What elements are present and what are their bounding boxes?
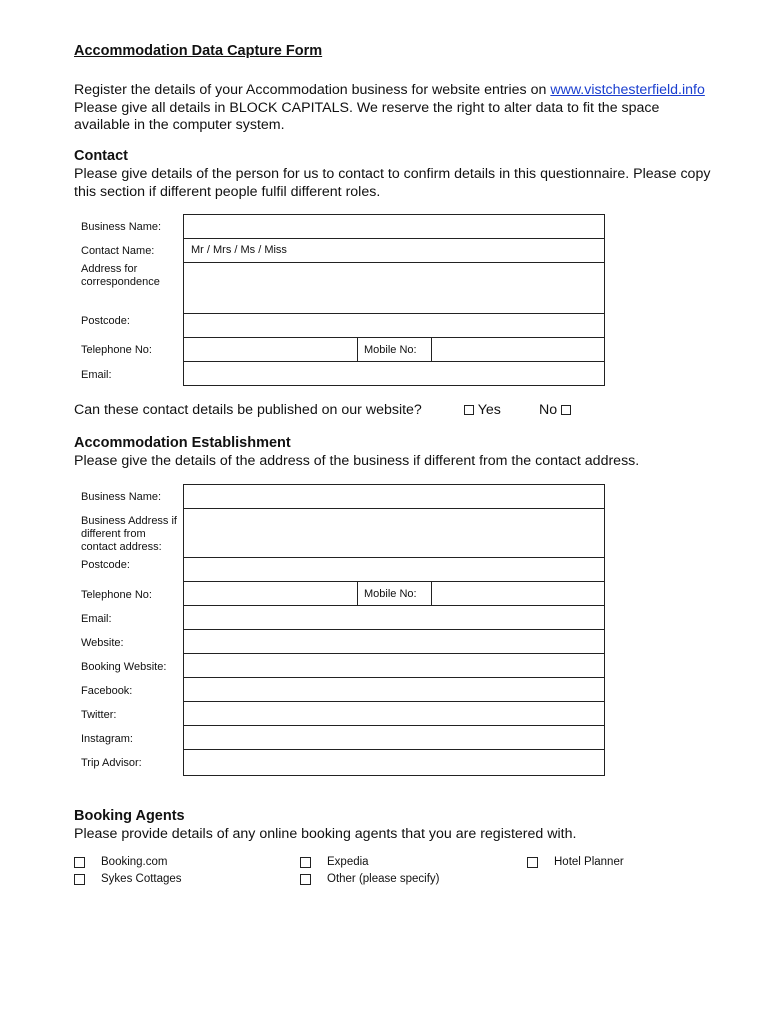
agent-checkbox-hotel-planner[interactable] — [527, 857, 538, 868]
agent-label-expedia: Expedia — [327, 856, 369, 868]
est-trip-advisor-field[interactable] — [183, 749, 605, 776]
postcode-field[interactable] — [183, 313, 605, 338]
contact-name-field[interactable] — [183, 238, 605, 263]
publish-no-checkbox[interactable] — [561, 405, 571, 415]
contact-name-label: Contact Name: — [81, 245, 155, 257]
est-twitter-label: Twitter: — [81, 709, 117, 721]
agent-option-sykes-cottages[interactable] — [74, 873, 234, 888]
contact-instructions: Please give details of the person for us to contact to confirm details in this questionnaire. Please copy this section if different people fulfil different roles. — [74, 166, 711, 200]
contact-form — [74, 214, 606, 386]
est-facebook-field[interactable] — [183, 677, 605, 702]
agent-label-booking-com: Booking.com — [101, 856, 168, 868]
publish-question: Can these contact details be published on our website? — [74, 402, 422, 418]
publish-yes-checkbox[interactable] — [464, 405, 474, 415]
est-business-address-field[interactable] — [183, 508, 605, 558]
business-name-field[interactable] — [183, 214, 605, 239]
est-mobile-label: Mobile No: — [364, 588, 417, 600]
agent-label-sykes-cottages: Sykes Cottages — [101, 873, 182, 885]
est-website-label: Website: — [81, 637, 124, 649]
publish-question-row — [74, 402, 634, 420]
est-mobile-field[interactable] — [431, 581, 605, 606]
publish-yes-label: Yes — [477, 402, 501, 418]
est-mobile-label-cell — [357, 581, 432, 606]
intro-paragraph — [74, 82, 714, 135]
est-trip-advisor-label: Trip Advisor: — [81, 757, 142, 769]
est-postcode-label: Postcode: — [81, 559, 130, 571]
agent-option-booking-com[interactable] — [74, 856, 234, 871]
booking-agents-instructions: Please provide details of any online booking agents that you are registered with. — [74, 826, 577, 842]
est-business-address-label: Business Address if different from contact address: — [81, 515, 177, 553]
agent-label-hotel-planner: Hotel Planner — [554, 856, 624, 868]
est-instagram-label: Instagram: — [81, 733, 133, 745]
est-email-field[interactable] — [183, 605, 605, 630]
address-label: Address for correspondence — [81, 263, 160, 288]
intro-text-start: Register the details of your Accommodation business for website entries on — [74, 82, 551, 98]
contact-name-title-options: Mr / Mrs / Ms / Miss — [191, 244, 287, 256]
publish-yes-option[interactable] — [464, 402, 501, 418]
website-link[interactable]: www.vistchesterfield.info — [550, 82, 705, 98]
est-telephone-label: Telephone No: — [81, 589, 152, 601]
telephone-field[interactable] — [183, 337, 358, 362]
agent-label-other: Other (please specify) — [327, 873, 440, 885]
est-business-name-label: Business Name: — [81, 491, 162, 503]
est-facebook-label: Facebook: — [81, 685, 133, 697]
est-booking-website-label: Booking Website: — [81, 661, 167, 673]
publish-no-option[interactable] — [539, 402, 571, 418]
intro-text-end: Please give all details in BLOCK CAPITALS. We reserve the right to alter data to fit the space available in the computer system. — [74, 99, 660, 133]
publish-no-label: No — [539, 402, 558, 418]
agent-option-expedia[interactable] — [300, 856, 460, 871]
establishment-heading: Accommodation Establishment — [74, 435, 291, 451]
agent-option-hotel-planner[interactable] — [527, 856, 687, 871]
booking-agents-heading: Booking Agents — [74, 808, 185, 824]
postcode-label: Postcode: — [81, 315, 130, 327]
address-field[interactable] — [183, 262, 605, 314]
est-email-label: Email: — [81, 613, 112, 625]
email-label: Email: — [81, 369, 112, 381]
est-instagram-field[interactable] — [183, 725, 605, 750]
page-title: Accommodation Data Capture Form — [74, 43, 323, 59]
telephone-label: Telephone No: — [81, 344, 152, 356]
est-website-field[interactable] — [183, 629, 605, 654]
email-field[interactable] — [183, 361, 605, 386]
mobile-label-cell — [357, 337, 432, 362]
agent-checkbox-booking-com[interactable] — [74, 857, 85, 868]
est-booking-website-field[interactable] — [183, 653, 605, 678]
mobile-label: Mobile No: — [364, 344, 417, 356]
contact-heading: Contact — [74, 148, 128, 164]
est-twitter-field[interactable] — [183, 701, 605, 726]
est-telephone-field[interactable] — [183, 581, 358, 606]
business-name-label: Business Name: — [81, 221, 162, 233]
agent-option-other[interactable] — [300, 873, 480, 888]
est-business-name-field[interactable] — [183, 484, 605, 509]
est-postcode-field[interactable] — [183, 557, 605, 582]
agent-checkbox-other[interactable] — [300, 874, 311, 885]
establishment-form — [74, 484, 606, 776]
establishment-instructions: Please give the details of the address of the business if different from the contact address. — [74, 453, 640, 469]
mobile-field[interactable] — [431, 337, 605, 362]
agent-checkbox-sykes-cottages[interactable] — [74, 874, 85, 885]
agent-checkbox-expedia[interactable] — [300, 857, 311, 868]
